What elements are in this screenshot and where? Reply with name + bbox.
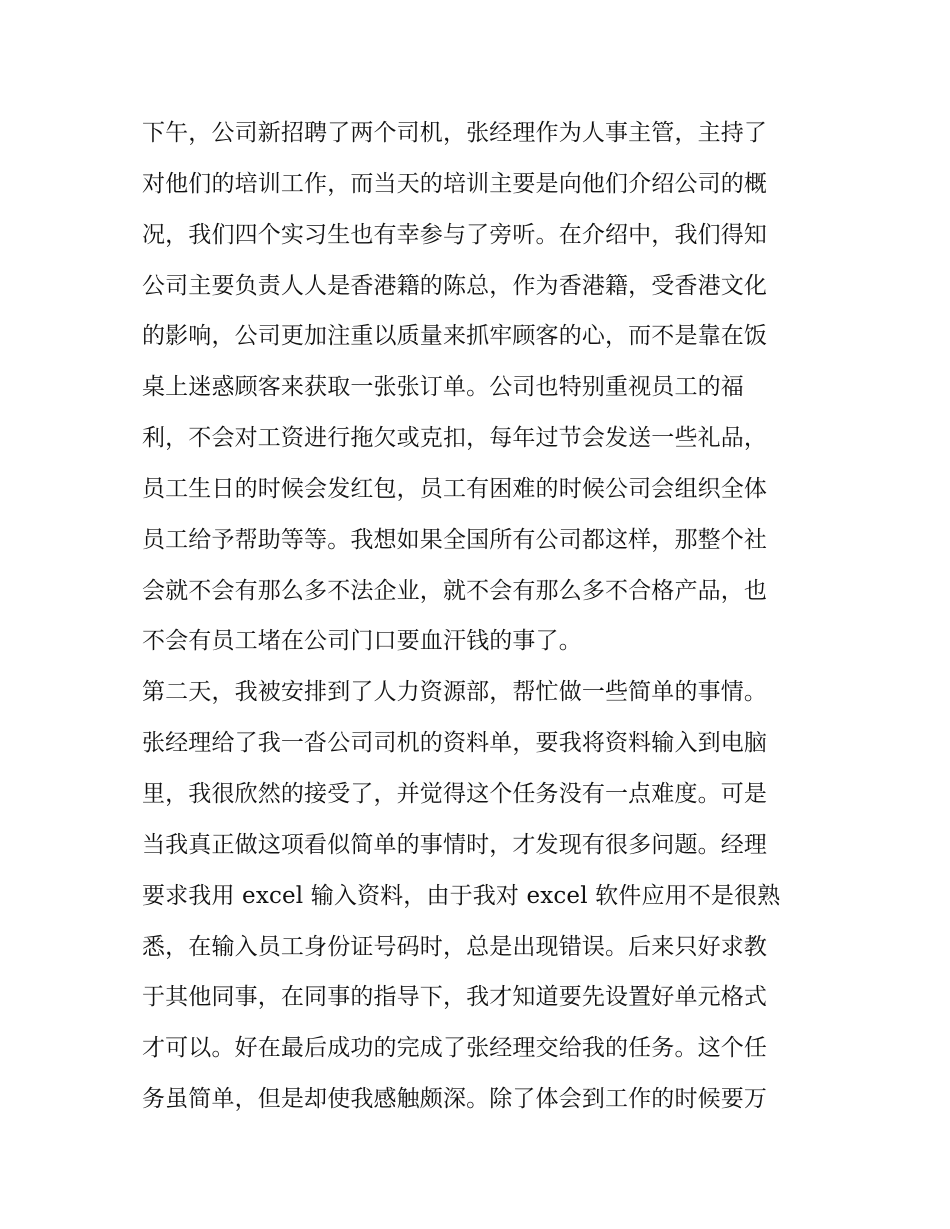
- text-line: 的影响，公司更加注重以质量来抓牢顾客的心，而不是靠在饭: [142, 323, 768, 350]
- text-line: 员工生日的时候会发红包，员工有困难的时候公司会组织全体: [142, 475, 768, 502]
- body-text: [142, 108, 822, 1125]
- text-line: 对他们的培训工作，而当天的培训主要是向他们介绍公司的概: [142, 170, 768, 197]
- text-line: 下午，公司新招聘了两个司机，张经理作为人事主管，主持了: [142, 120, 768, 146]
- text-line: 员工给予帮助等等。我想如果全国所有公司都这样，那整个社: [142, 526, 768, 553]
- text-line: 悉，在输入员工身份证号码时，总是出现错误。后来只好求教: [142, 933, 768, 960]
- text-line: 才可以。好在最后成功的完成了张经理交给我的任务。这个任: [142, 1035, 768, 1062]
- text-line: 当我真正做这项看似简单的事情时，才发现有很多问题。经理: [142, 831, 768, 858]
- text-line: 不会有员工堵在公司门口要血汗钱的事了。: [142, 628, 582, 655]
- text-line: 里，我很欣然的接受了，并觉得这个任务没有一点难度。可是: [142, 780, 768, 807]
- text-line: 会就不会有那么多不法企业，就不会有那么多不合格产品，也: [142, 577, 768, 604]
- text-line: 第二天，我被安排到了人力资源部，帮忙做一些简单的事情。: [142, 679, 768, 706]
- text-line: 况，我们四个实习生也有幸参与了旁听。在介绍中，我们得知: [142, 221, 768, 248]
- text-line: 张经理给了我一沓公司司机的资料单，要我将资料输入到电脑: [142, 730, 768, 757]
- text-line: 务虽简单，但是却使我感触颇深。除了体会到工作的时候要万: [142, 1086, 768, 1113]
- text-line: 公司主要负责人人是香港籍的陈总，作为香港籍，受香港文化: [142, 272, 768, 299]
- text-line: 利，不会对工资进行拖欠或克扣，每年过节会发送一些礼品，: [142, 425, 768, 452]
- text-line: 于其他同事，在同事的指导下，我才知道要先设置好单元格式: [142, 984, 768, 1011]
- text-line: 要求我用 excel 输入资料，由于我对 excel 软件应用不是很熟: [142, 882, 781, 909]
- text-line: 桌上迷惑顾客来获取一张张订单。公司也特别重视员工的福: [142, 374, 744, 401]
